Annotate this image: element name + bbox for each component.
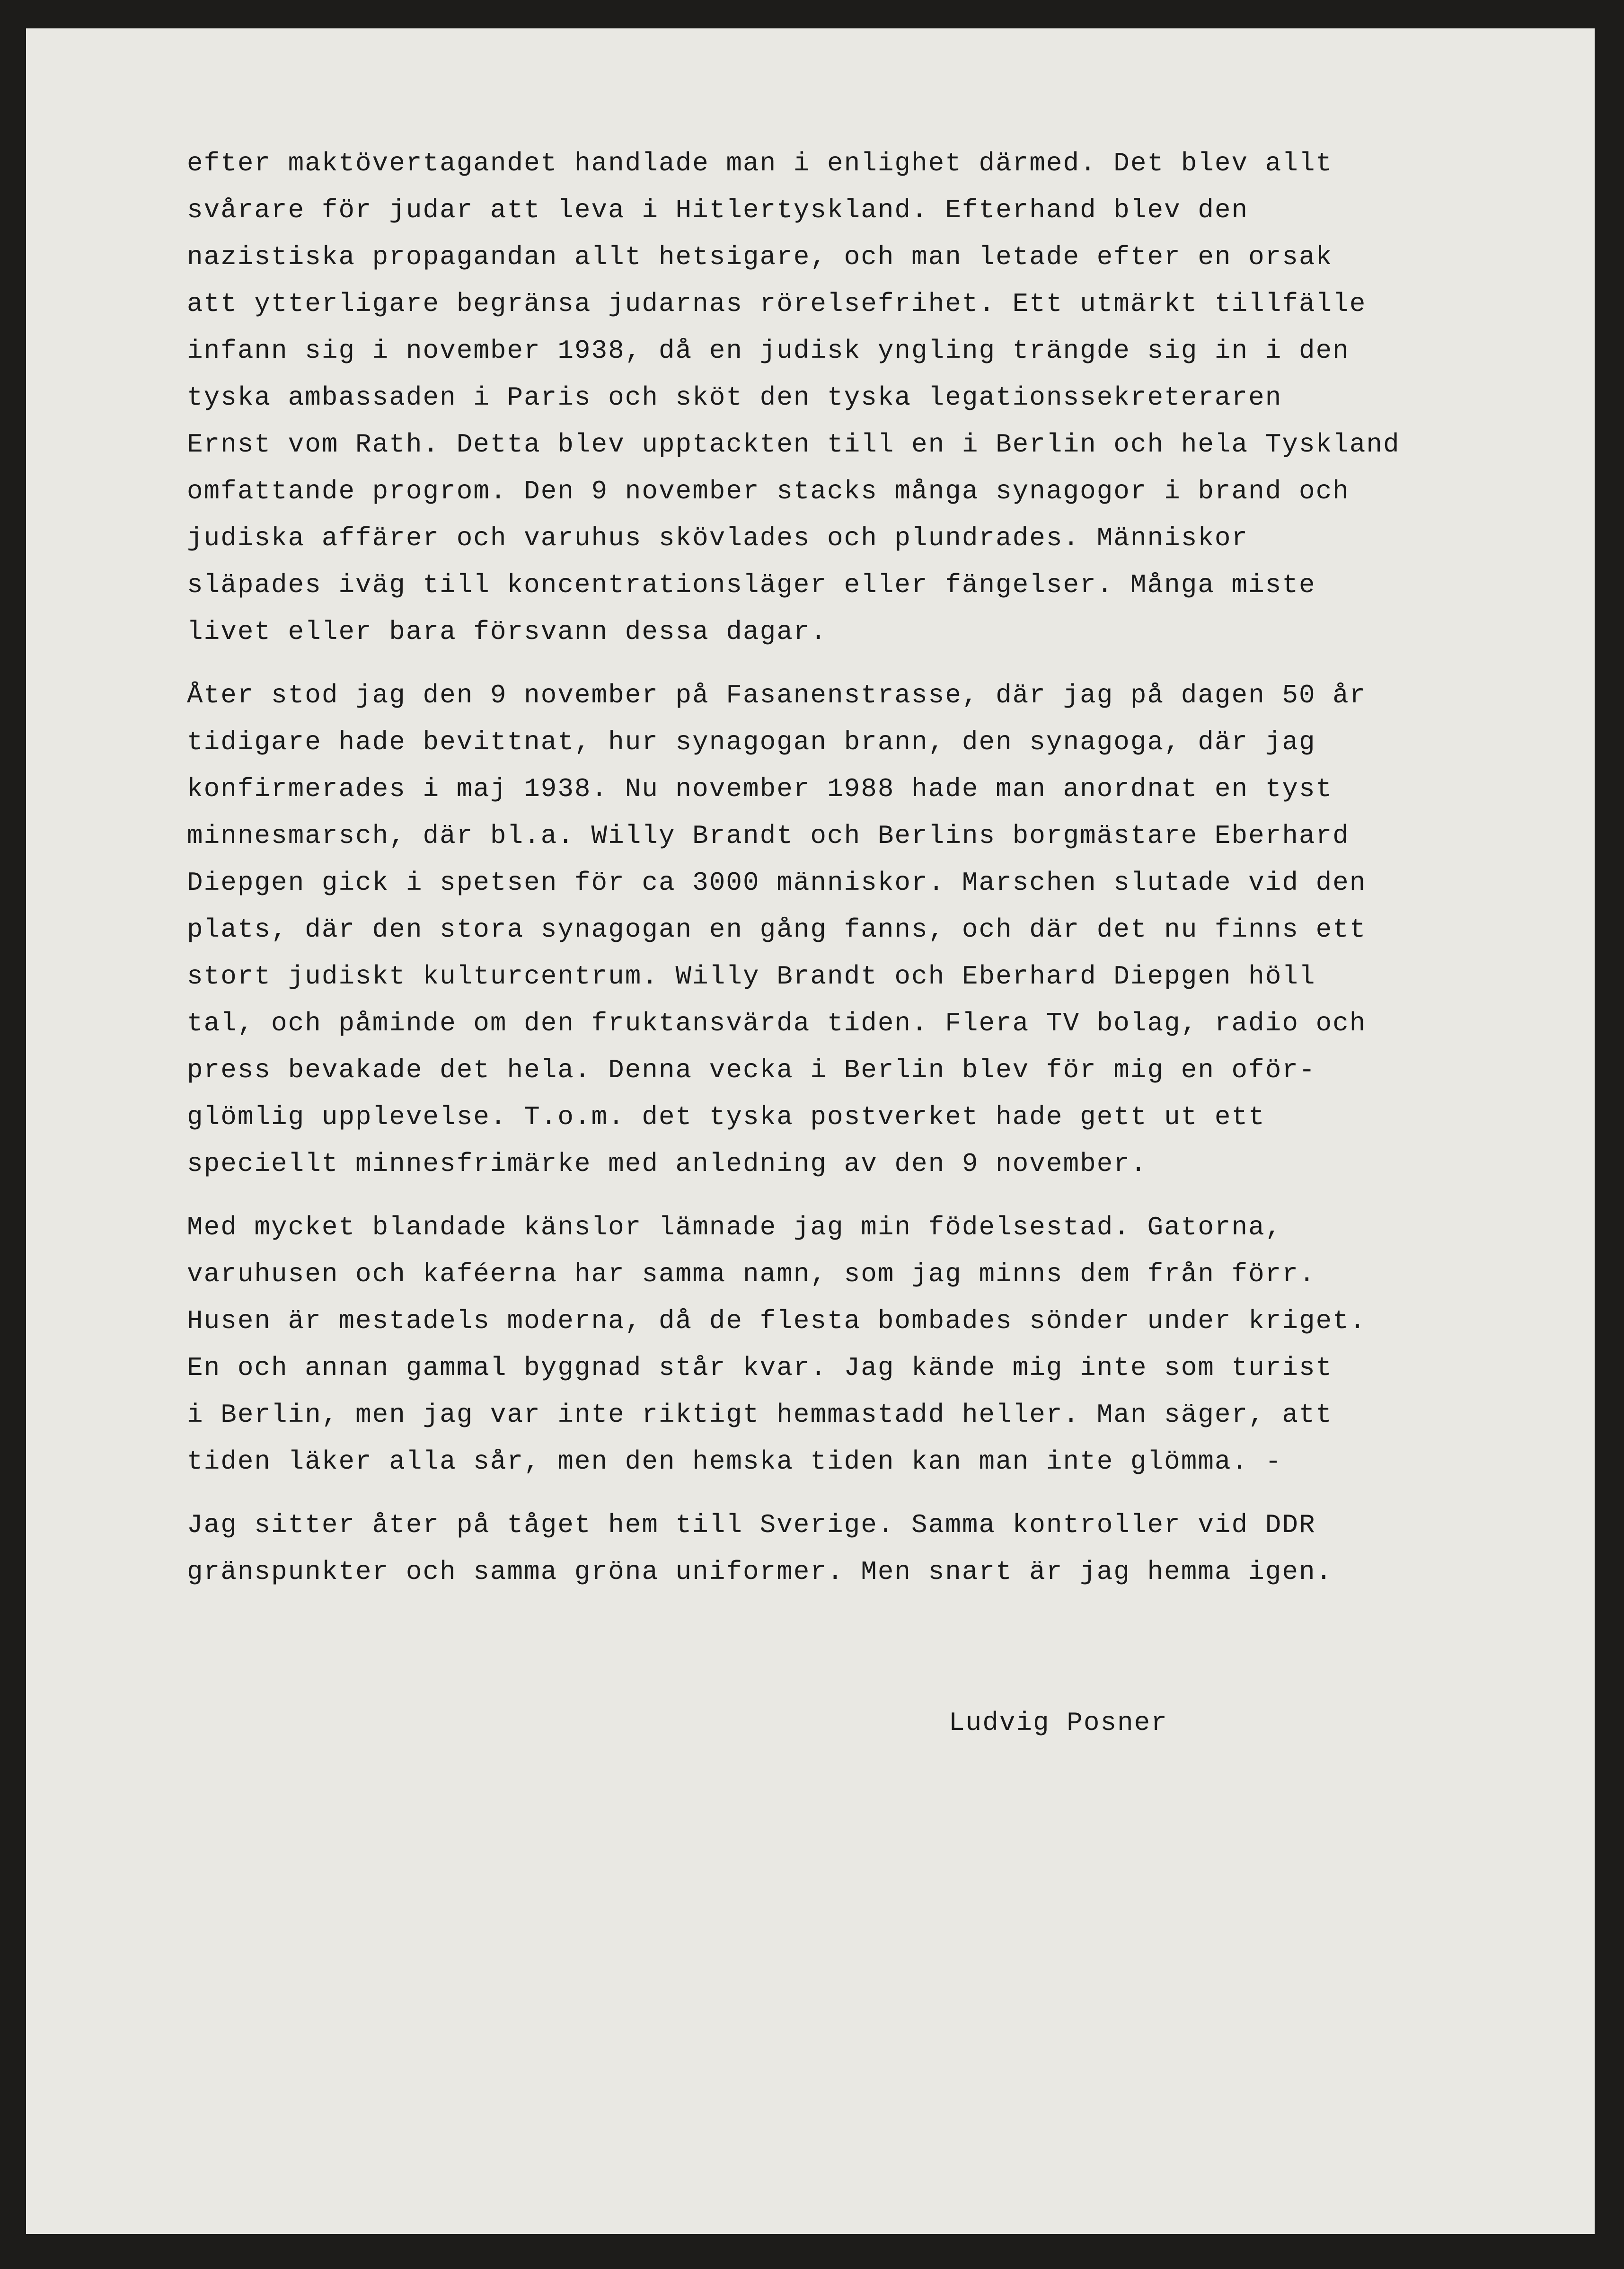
text-line: tyska ambassaden i Paris och sköt den tyska legationssekreteraren (187, 382, 1282, 413)
text-line: efter maktövertagandet handlade man i enlighet därmed. Det blev allt (187, 148, 1333, 178)
text-line: Med mycket blandade känslor lämnade jag min födelsestad. Gatorna, (187, 1212, 1282, 1242)
letter-body (187, 140, 1592, 1595)
text-line: judiska affärer och varuhus skövlades och plundrades. Människor (187, 523, 1249, 553)
text-line: press bevakade det hela. Denna vecka i Berlin blev för mig en oför- (187, 1055, 1316, 1085)
text-line: Jag sitter åter på tåget hem till Sverige. Samma kontroller vid DDR (187, 1510, 1316, 1540)
text-line: Husen är mestadels moderna, då de flesta bombades sönder under kriget. (187, 1306, 1367, 1336)
text-line: infann sig i november 1938, då en judisk yngling trängde sig in i den (187, 336, 1350, 366)
text-line: varuhusen och kaféerna har samma namn, som jag minns dem från förr. (187, 1259, 1316, 1289)
paragraph-spacer (187, 655, 1592, 672)
text-line: tiden läker alla sår, men den hemska tiden kan man inte glömma. - (187, 1446, 1282, 1477)
text-line: plats, där den stora synagogan en gång fanns, och där det nu finns ett (187, 914, 1367, 945)
text-line: konfirmerades i maj 1938. Nu november 1988 hade man anordnat en tyst (187, 774, 1333, 804)
text-line: gränspunkter och samma gröna uniformer. Men snart är jag hemma igen. (187, 1557, 1333, 1587)
text-line: livet eller bara försvann dessa dagar. (187, 617, 828, 647)
paragraph-4 (187, 1501, 1592, 1595)
text-line: i Berlin, men jag var inte riktigt hemmastadd heller. Man säger, att (187, 1400, 1333, 1430)
text-line: svårare för judar att leva i Hitlertyskland. Efterhand blev den (187, 195, 1249, 225)
text-line: stort judiskt kulturcentrum. Willy Brandt och Eberhard Diepgen höll (187, 961, 1316, 992)
text-line: släpades iväg till koncentrationsläger eller fängelser. Många miste (187, 570, 1316, 600)
paragraph-3 (187, 1204, 1592, 1485)
text-line: minnesmarsch, där bl.a. Willy Brandt och Berlins borgmästare Eberhard (187, 821, 1350, 851)
paper-sheet (26, 28, 1595, 2234)
text-line: tidigare hade bevittnat, hur synagogan brann, den synagoga, där jag (187, 727, 1316, 757)
text-line: En och annan gammal byggnad står kvar. Jag kände mig inte som turist (187, 1353, 1333, 1383)
text-line: Ernst vom Rath. Detta blev upptackten till en i Berlin och hela Tyskland (187, 429, 1400, 460)
text-line: Diepgen gick i spetsen för ca 3000 människor. Marschen slutade vid den (187, 868, 1367, 898)
text-line: glömlig upplevelse. T.o.m. det tyska postverket hade gett ut ett (187, 1102, 1265, 1132)
paragraph-2 (187, 672, 1592, 1187)
signature: Ludvig Posner (949, 1708, 1168, 1738)
paragraph-1 (187, 140, 1592, 655)
text-line: nazistiska propagandan allt hetsigare, och man letade efter en orsak (187, 242, 1333, 272)
text-line: Åter stod jag den 9 november på Fasanenstrasse, där jag på dagen 50 år (187, 680, 1367, 710)
text-line: tal, och påminde om den fruktansvärda tiden. Flera TV bolag, radio och (187, 1008, 1367, 1038)
paragraph-spacer (187, 1187, 1592, 1204)
text-line: att ytterligare begränsa judarnas rörelsefrihet. Ett utmärkt tillfälle (187, 289, 1367, 319)
paragraph-spacer (187, 1485, 1592, 1501)
text-line: omfattande progrom. Den 9 november stacks många synagogor i brand och (187, 476, 1350, 506)
text-line: speciellt minnesfrimärke med anledning av den 9 november. (187, 1149, 1147, 1179)
